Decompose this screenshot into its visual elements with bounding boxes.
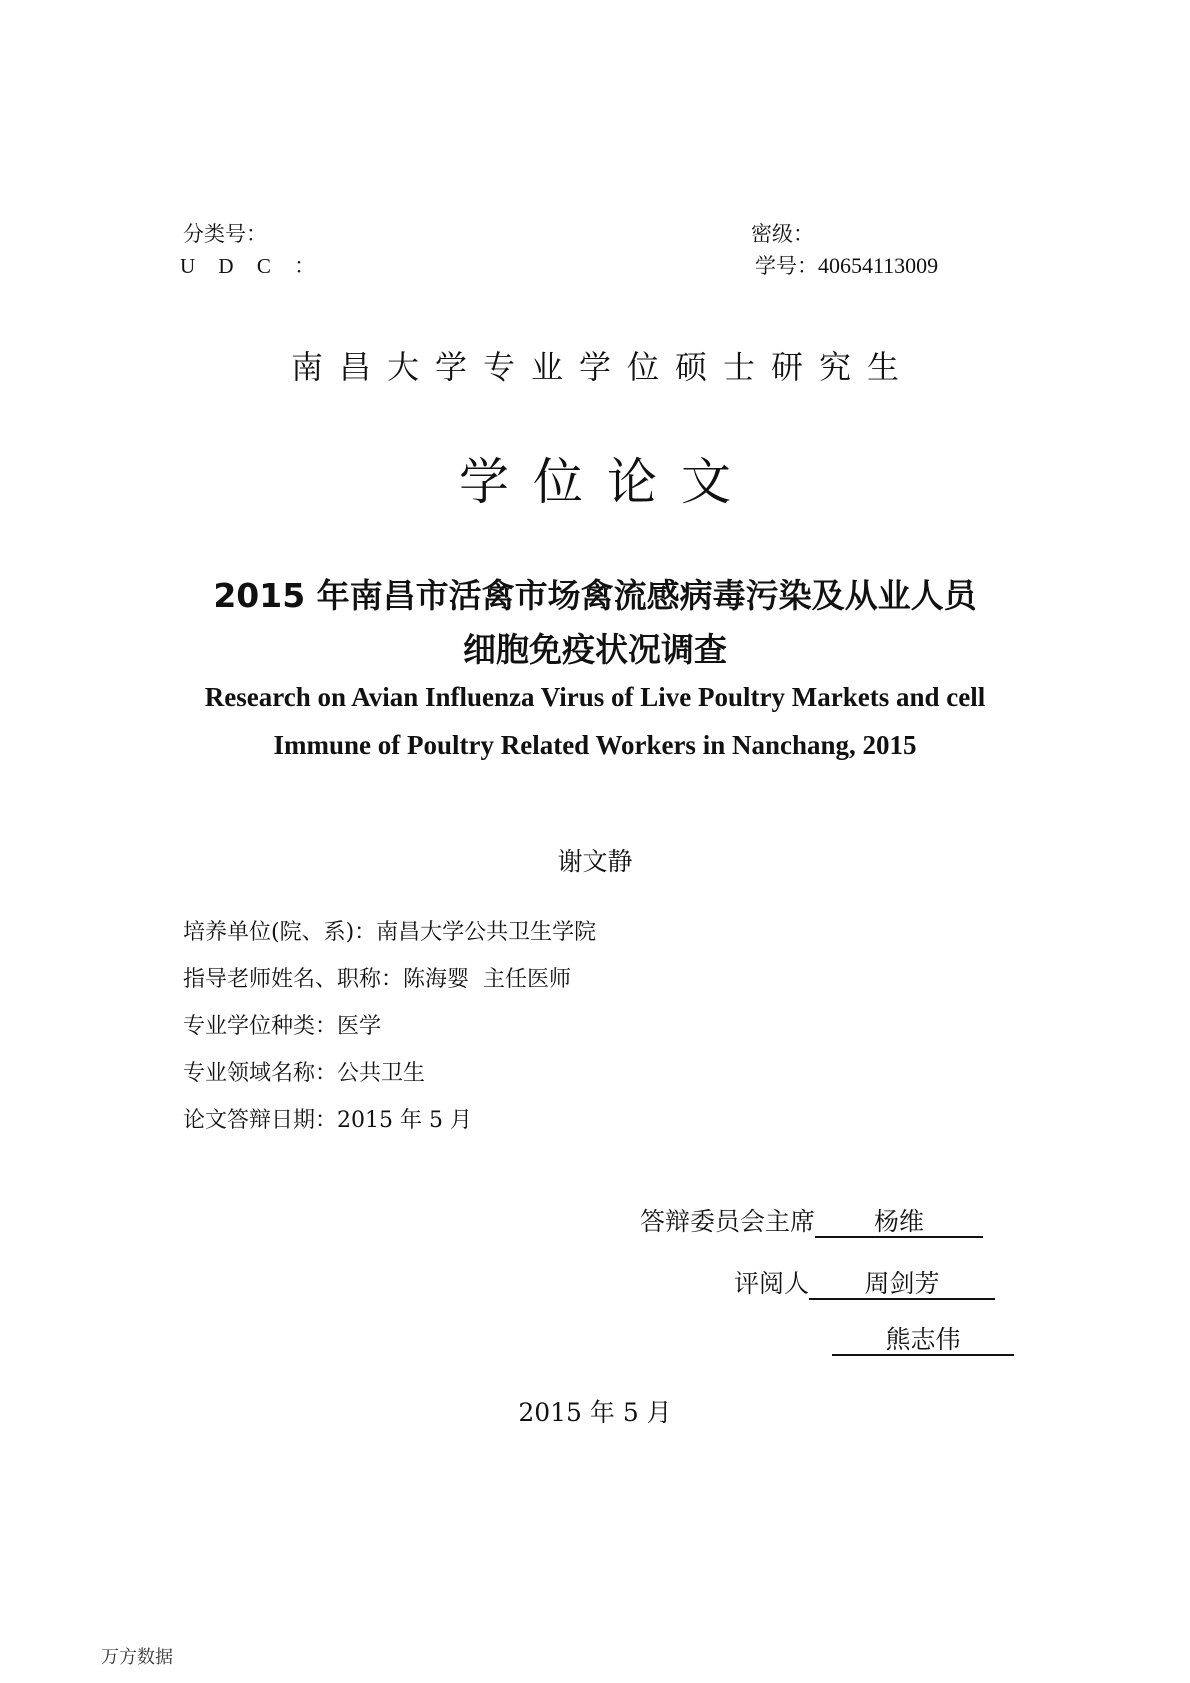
university-heading: 南昌大学专业学位硕士研究生	[290, 348, 915, 386]
wanfang-watermark: 万方数据	[101, 1647, 173, 1668]
student-id	[755, 250, 938, 280]
chinese-title-line-1: 2015 年南昌市活禽市场禽流感病毒污染及从业人员	[213, 576, 977, 615]
author-name: 谢文静	[557, 847, 633, 876]
committee-chair-row	[640, 1202, 983, 1238]
reviewer-name-2: 熊志伟	[832, 1326, 1014, 1356]
student-id-label: 学号：	[755, 254, 818, 278]
info-defense-date	[183, 1103, 472, 1134]
reviewer-name-1: 周剑芳	[809, 1270, 995, 1300]
info-field-name	[183, 1056, 425, 1087]
udc-label: U D C ：	[180, 254, 325, 278]
chinese-title-line-2: 细胞免疫状况调查	[463, 630, 727, 669]
defense-date-label: 论文答辩日期：	[183, 1108, 338, 1133]
reviewer-row-2	[832, 1325, 1014, 1356]
field-name-value: 公共卫生	[337, 1061, 426, 1086]
info-training-unit	[183, 915, 596, 946]
training-unit-value: 南昌大学公共卫生学院	[376, 920, 597, 945]
advisor-label: 指导老师姓名、职称：	[183, 967, 404, 992]
english-title-line-1: Research on Avian Influenza Virus of Live Poultry Markets and cell	[204, 682, 986, 712]
cover-date: 2015 年 5 月	[518, 1398, 672, 1427]
degree-type-value: 医学	[337, 1014, 382, 1039]
training-unit-label: 培养单位(院、系)：	[183, 920, 377, 945]
defense-date-value: 2015 年 5 月	[337, 1108, 472, 1133]
committee-chair-name: 杨维	[815, 1208, 983, 1238]
committee-chair-label: 答辩委员会主席	[640, 1207, 816, 1236]
thesis-type-heading: 学位论文	[459, 453, 755, 511]
info-degree-type	[183, 1009, 381, 1040]
reviewer-row	[734, 1264, 995, 1300]
info-advisor	[183, 962, 571, 993]
advisor-value: 陈海婴 主任医师	[403, 967, 572, 992]
classification-label: 分类号：	[183, 222, 267, 246]
english-title-line-2: Immune of Poultry Related Workers in Nanchang, 2015	[273, 730, 917, 760]
reviewer-label: 评阅人	[734, 1269, 810, 1298]
student-id-value: 40654113009	[818, 253, 939, 278]
degree-type-label: 专业学位种类：	[183, 1014, 338, 1039]
secret-level-label: 密级：	[751, 222, 814, 246]
field-name-label: 专业领域名称：	[183, 1061, 338, 1086]
